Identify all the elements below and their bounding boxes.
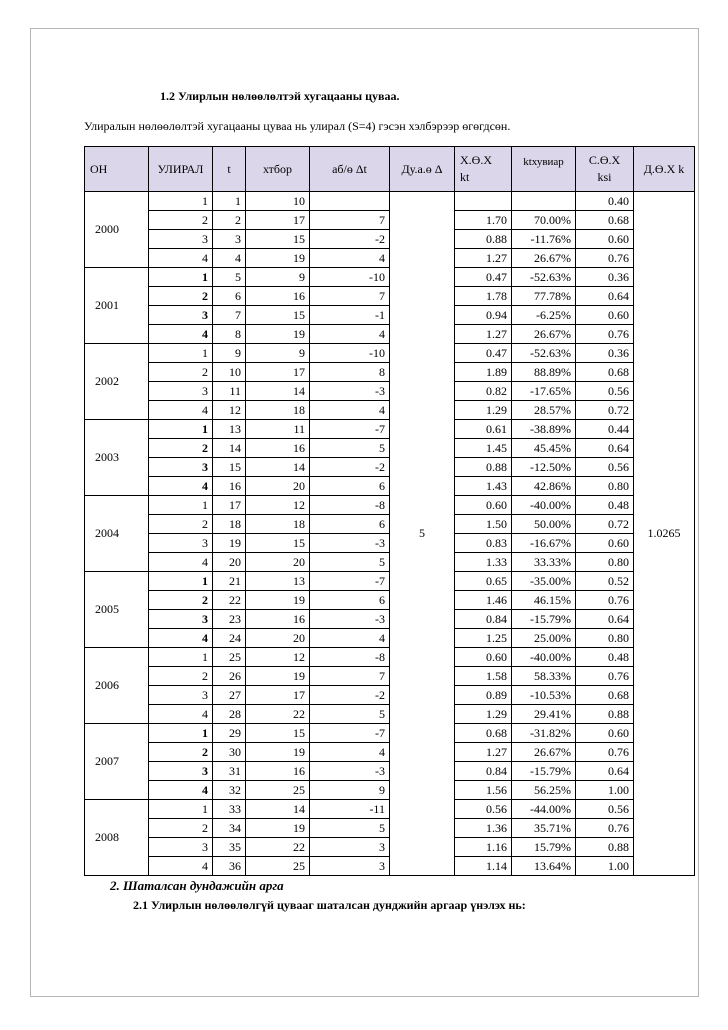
t-cell: 31: [213, 762, 246, 781]
abs-diff-cell: -3: [310, 534, 390, 553]
header-abs-diff: аб/ө Δt: [310, 147, 390, 192]
season-cell: 3: [149, 534, 213, 553]
t-cell: 22: [213, 591, 246, 610]
ratio-cell: 0.47: [455, 344, 512, 363]
season-cell: 3: [149, 610, 213, 629]
seasonal-index-cell: 0.80: [576, 629, 634, 648]
t-cell: 7: [213, 306, 246, 325]
growth-cell: 13.64%: [512, 857, 576, 876]
season-cell: 4: [149, 629, 213, 648]
value-cell: 15: [246, 230, 310, 249]
value-cell: 22: [246, 705, 310, 724]
ratio-cell: 0.88: [455, 230, 512, 249]
abs-diff-cell: 3: [310, 857, 390, 876]
growth-cell: 29.41%: [512, 705, 576, 724]
ratio-cell: 1.16: [455, 838, 512, 857]
season-cell: 1: [149, 420, 213, 439]
growth-cell: 26.67%: [512, 325, 576, 344]
season-cell: 2: [149, 363, 213, 382]
header-avg-diff: Ду.а.ө Δ: [390, 147, 455, 192]
abs-diff-cell: 3: [310, 838, 390, 857]
growth-cell: -40.00%: [512, 648, 576, 667]
season-cell: 3: [149, 230, 213, 249]
season-cell: 1: [149, 268, 213, 287]
ratio-cell: 1.43: [455, 477, 512, 496]
value-cell: 19: [246, 819, 310, 838]
abs-diff-cell: 8: [310, 363, 390, 382]
abs-diff-cell: 4: [310, 629, 390, 648]
value-cell: 16: [246, 610, 310, 629]
value-cell: 17: [246, 686, 310, 705]
growth-cell: 26.67%: [512, 249, 576, 268]
value-cell: 25: [246, 857, 310, 876]
t-cell: 13: [213, 420, 246, 439]
t-cell: 34: [213, 819, 246, 838]
seasonal-index-cell: 0.68: [576, 363, 634, 382]
seasonal-index-cell: 0.72: [576, 401, 634, 420]
value-cell: 9: [246, 344, 310, 363]
season-cell: 3: [149, 838, 213, 857]
value-cell: 16: [246, 439, 310, 458]
header-seasonal-line2: ksi: [597, 170, 612, 184]
ratio-cell: 1.56: [455, 781, 512, 800]
seasonal-index-cell: 0.52: [576, 572, 634, 591]
season-cell: 3: [149, 458, 213, 477]
year-cell: 2000: [85, 192, 149, 268]
seasonal-index-cell: 0.40: [576, 192, 634, 211]
seasonal-index-cell: 0.76: [576, 743, 634, 762]
abs-diff-cell: -2: [310, 230, 390, 249]
ratio-cell: 1.46: [455, 591, 512, 610]
abs-diff-cell: 5: [310, 705, 390, 724]
season-cell: 4: [149, 705, 213, 724]
t-cell: 17: [213, 496, 246, 515]
season-cell: 2: [149, 743, 213, 762]
season-cell: 4: [149, 477, 213, 496]
season-cell: 1: [149, 648, 213, 667]
seasonal-index-cell: 1.00: [576, 781, 634, 800]
seasonal-index-cell: 0.76: [576, 325, 634, 344]
growth-cell: 77.78%: [512, 287, 576, 306]
ratio-cell: 0.47: [455, 268, 512, 287]
abs-diff-cell: 4: [310, 401, 390, 420]
abs-diff-cell: -10: [310, 344, 390, 363]
ratio-cell: 0.60: [455, 496, 512, 515]
value-cell: 19: [246, 591, 310, 610]
section-2-heading: 2. Шаталсан дундажийн арга: [110, 878, 284, 893]
ratio-cell: 1.29: [455, 401, 512, 420]
seasonal-index-cell: 0.56: [576, 458, 634, 477]
year-cell: 2006: [85, 648, 149, 724]
ratio-cell: [455, 192, 512, 211]
season-cell: 4: [149, 325, 213, 344]
abs-diff-cell: 6: [310, 515, 390, 534]
seasonal-index-cell: 0.76: [576, 667, 634, 686]
growth-cell: -35.00%: [512, 572, 576, 591]
value-cell: 15: [246, 724, 310, 743]
t-cell: 29: [213, 724, 246, 743]
t-cell: 23: [213, 610, 246, 629]
intro-text: Улиралын нөлөөлөлтэй хугацааны цуваа нь улирал (S=4) гэсэн хэлбэрээр өгөгдсөн.: [84, 119, 511, 133]
seasonal-index-cell: 0.60: [576, 724, 634, 743]
header-seasonal-line1: С.Ө.Х: [588, 153, 621, 167]
t-cell: 5: [213, 268, 246, 287]
growth-cell: 33.33%: [512, 553, 576, 572]
seasonal-index-cell: 0.60: [576, 230, 634, 249]
value-cell: 9: [246, 268, 310, 287]
season-cell: 1: [149, 572, 213, 591]
t-cell: 18: [213, 515, 246, 534]
header-seasonal: [576, 147, 634, 192]
seasonal-index-cell: 0.44: [576, 420, 634, 439]
abs-diff-cell: 4: [310, 743, 390, 762]
t-cell: 14: [213, 439, 246, 458]
header-value: хтбор: [246, 147, 310, 192]
growth-cell: -17.65%: [512, 382, 576, 401]
seasonal-index-cell: 0.64: [576, 287, 634, 306]
growth-cell: -16.67%: [512, 534, 576, 553]
ratio-cell: 0.82: [455, 382, 512, 401]
section-2-1-heading: 2.1 Улирлын нөлөөлөлгүй цувааг шаталсан дунджийн аргаар үнэлэх нь:: [133, 898, 526, 912]
t-cell: 11: [213, 382, 246, 401]
value-cell: 16: [246, 762, 310, 781]
t-cell: 26: [213, 667, 246, 686]
growth-cell: 56.25%: [512, 781, 576, 800]
ratio-cell: 1.89: [455, 363, 512, 382]
abs-diff-cell: -7: [310, 420, 390, 439]
seasonal-index-cell: 1.00: [576, 857, 634, 876]
value-cell: 17: [246, 363, 310, 382]
season-cell: 1: [149, 192, 213, 211]
ratio-cell: 0.60: [455, 648, 512, 667]
abs-diff-cell: -8: [310, 648, 390, 667]
ratio-cell: 1.29: [455, 705, 512, 724]
seasonal-index-cell: 0.60: [576, 306, 634, 325]
growth-cell: 70.00%: [512, 211, 576, 230]
abs-diff-cell: -1: [310, 306, 390, 325]
value-cell: 17: [246, 211, 310, 230]
season-cell: 4: [149, 857, 213, 876]
seasonal-index-cell: 0.64: [576, 762, 634, 781]
value-cell: 25: [246, 781, 310, 800]
t-cell: 21: [213, 572, 246, 591]
abs-diff-cell: 4: [310, 249, 390, 268]
value-cell: 14: [246, 800, 310, 819]
header-year: ОН: [85, 147, 149, 192]
ratio-cell: 0.89: [455, 686, 512, 705]
season-cell: 2: [149, 819, 213, 838]
season-cell: 3: [149, 762, 213, 781]
season-cell: 2: [149, 211, 213, 230]
seasonal-index-cell: 0.76: [576, 591, 634, 610]
abs-diff-cell: -7: [310, 724, 390, 743]
value-cell: 13: [246, 572, 310, 591]
t-cell: 4: [213, 249, 246, 268]
ratio-cell: 0.61: [455, 420, 512, 439]
season-cell: 2: [149, 287, 213, 306]
avg-index-cell: 1.0265: [634, 192, 695, 876]
seasonal-index-cell: 0.36: [576, 344, 634, 363]
header-growth-label: ktхувиар: [523, 155, 564, 168]
year-cell: 2001: [85, 268, 149, 344]
season-cell: 1: [149, 496, 213, 515]
header-avg-index: Д.Ө.Х k: [634, 147, 695, 192]
t-cell: 9: [213, 344, 246, 363]
value-cell: 20: [246, 553, 310, 572]
section-heading: 1.2 Улирлын нөлөөлөлтэй хугацааны цуваа.: [160, 89, 400, 103]
t-cell: 33: [213, 800, 246, 819]
value-cell: 19: [246, 325, 310, 344]
value-cell: 18: [246, 515, 310, 534]
seasonal-index-cell: 0.80: [576, 553, 634, 572]
value-cell: 16: [246, 287, 310, 306]
seasonal-index-cell: 0.68: [576, 686, 634, 705]
year-cell: 2008: [85, 800, 149, 876]
value-cell: 10: [246, 192, 310, 211]
ratio-cell: 1.27: [455, 325, 512, 344]
season-cell: 3: [149, 306, 213, 325]
ratio-cell: 0.84: [455, 610, 512, 629]
growth-cell: 58.33%: [512, 667, 576, 686]
seasonal-index-cell: 0.76: [576, 819, 634, 838]
abs-diff-cell: 7: [310, 287, 390, 306]
abs-diff-cell: [310, 192, 390, 211]
growth-cell: 45.45%: [512, 439, 576, 458]
value-cell: 20: [246, 477, 310, 496]
growth-cell: -52.63%: [512, 268, 576, 287]
value-cell: 15: [246, 534, 310, 553]
ratio-cell: 0.84: [455, 762, 512, 781]
table-body: [85, 192, 695, 876]
season-cell: 3: [149, 382, 213, 401]
abs-diff-cell: 7: [310, 667, 390, 686]
t-cell: 10: [213, 363, 246, 382]
ratio-cell: 1.78: [455, 287, 512, 306]
avg-diff-cell: 5: [390, 192, 455, 876]
growth-cell: -31.82%: [512, 724, 576, 743]
value-cell: 19: [246, 667, 310, 686]
header-ratio: [455, 147, 512, 192]
abs-diff-cell: -3: [310, 762, 390, 781]
abs-diff-cell: -7: [310, 572, 390, 591]
seasonal-index-cell: 0.76: [576, 249, 634, 268]
t-cell: 28: [213, 705, 246, 724]
t-cell: 20: [213, 553, 246, 572]
season-cell: 4: [149, 401, 213, 420]
t-cell: 30: [213, 743, 246, 762]
seasonal-index-cell: 0.60: [576, 534, 634, 553]
value-cell: 19: [246, 743, 310, 762]
ratio-cell: 1.70: [455, 211, 512, 230]
growth-cell: -15.79%: [512, 762, 576, 781]
value-cell: 19: [246, 249, 310, 268]
ratio-cell: 0.65: [455, 572, 512, 591]
season-cell: 1: [149, 724, 213, 743]
growth-cell: -10.53%: [512, 686, 576, 705]
abs-diff-cell: 5: [310, 439, 390, 458]
ratio-cell: 1.14: [455, 857, 512, 876]
header-t: t: [213, 147, 246, 192]
seasonal-index-cell: 0.64: [576, 439, 634, 458]
growth-cell: 46.15%: [512, 591, 576, 610]
ratio-cell: 1.36: [455, 819, 512, 838]
t-cell: 25: [213, 648, 246, 667]
t-cell: 2: [213, 211, 246, 230]
value-cell: 12: [246, 648, 310, 667]
season-cell: 2: [149, 591, 213, 610]
seasonal-index-cell: 0.68: [576, 211, 634, 230]
seasonal-index-cell: 0.48: [576, 496, 634, 515]
seasonal-index-cell: 0.36: [576, 268, 634, 287]
season-cell: 4: [149, 249, 213, 268]
ratio-cell: 1.58: [455, 667, 512, 686]
ratio-cell: 0.83: [455, 534, 512, 553]
growth-cell: -6.25%: [512, 306, 576, 325]
abs-diff-cell: 7: [310, 211, 390, 230]
growth-cell: 88.89%: [512, 363, 576, 382]
t-cell: 3: [213, 230, 246, 249]
t-cell: 19: [213, 534, 246, 553]
year-cell: 2002: [85, 344, 149, 420]
season-cell: 2: [149, 667, 213, 686]
t-cell: 36: [213, 857, 246, 876]
ratio-cell: 1.50: [455, 515, 512, 534]
abs-diff-cell: 9: [310, 781, 390, 800]
ratio-cell: 0.56: [455, 800, 512, 819]
seasonal-index-cell: 0.56: [576, 382, 634, 401]
ratio-cell: 0.68: [455, 724, 512, 743]
abs-diff-cell: 4: [310, 325, 390, 344]
season-cell: 2: [149, 515, 213, 534]
growth-cell: 15.79%: [512, 838, 576, 857]
growth-cell: 42.86%: [512, 477, 576, 496]
t-cell: 1: [213, 192, 246, 211]
abs-diff-cell: 5: [310, 819, 390, 838]
header-growth: [512, 147, 576, 192]
value-cell: 11: [246, 420, 310, 439]
season-cell: 3: [149, 686, 213, 705]
seasonal-index-cell: 0.88: [576, 705, 634, 724]
value-cell: 12: [246, 496, 310, 515]
value-cell: 22: [246, 838, 310, 857]
growth-cell: -44.00%: [512, 800, 576, 819]
seasonal-index-cell: 0.72: [576, 515, 634, 534]
season-cell: 4: [149, 781, 213, 800]
seasonal-index-cell: 0.48: [576, 648, 634, 667]
growth-cell: -15.79%: [512, 610, 576, 629]
ratio-cell: 0.88: [455, 458, 512, 477]
season-cell: 1: [149, 344, 213, 363]
t-cell: 15: [213, 458, 246, 477]
year-cell: 2004: [85, 496, 149, 572]
seasonal-series-table: [84, 146, 695, 876]
t-cell: 16: [213, 477, 246, 496]
ratio-cell: 1.25: [455, 629, 512, 648]
growth-cell: 26.67%: [512, 743, 576, 762]
abs-diff-cell: -10: [310, 268, 390, 287]
ratio-cell: 1.45: [455, 439, 512, 458]
t-cell: 32: [213, 781, 246, 800]
abs-diff-cell: 6: [310, 477, 390, 496]
abs-diff-cell: -2: [310, 686, 390, 705]
year-cell: 2003: [85, 420, 149, 496]
t-cell: 8: [213, 325, 246, 344]
header-ratio-line2: kt: [460, 170, 470, 184]
t-cell: 27: [213, 686, 246, 705]
ratio-cell: 0.94: [455, 306, 512, 325]
growth-cell: 35.71%: [512, 819, 576, 838]
t-cell: 12: [213, 401, 246, 420]
growth-cell: 25.00%: [512, 629, 576, 648]
t-cell: 35: [213, 838, 246, 857]
growth-cell: 28.57%: [512, 401, 576, 420]
growth-cell: -40.00%: [512, 496, 576, 515]
growth-cell: -11.76%: [512, 230, 576, 249]
value-cell: 20: [246, 629, 310, 648]
value-cell: 18: [246, 401, 310, 420]
growth-cell: -38.89%: [512, 420, 576, 439]
seasonal-index-cell: 0.64: [576, 610, 634, 629]
ratio-cell: 1.27: [455, 249, 512, 268]
abs-diff-cell: -11: [310, 800, 390, 819]
seasonal-index-cell: 0.56: [576, 800, 634, 819]
growth-cell: [512, 192, 576, 211]
seasonal-index-cell: 0.80: [576, 477, 634, 496]
value-cell: 14: [246, 458, 310, 477]
growth-cell: -52.63%: [512, 344, 576, 363]
season-cell: 2: [149, 439, 213, 458]
value-cell: 14: [246, 382, 310, 401]
growth-cell: -12.50%: [512, 458, 576, 477]
year-cell: 2007: [85, 724, 149, 800]
abs-diff-cell: -8: [310, 496, 390, 515]
value-cell: 15: [246, 306, 310, 325]
abs-diff-cell: -2: [310, 458, 390, 477]
header-ratio-line1: Х.Ө.Х: [460, 153, 492, 167]
table-header-row: [85, 147, 695, 192]
abs-diff-cell: -3: [310, 382, 390, 401]
ratio-cell: 1.27: [455, 743, 512, 762]
table-row: [85, 192, 695, 211]
seasonal-index-cell: 0.88: [576, 838, 634, 857]
abs-diff-cell: -3: [310, 610, 390, 629]
t-cell: 24: [213, 629, 246, 648]
growth-cell: 50.00%: [512, 515, 576, 534]
season-cell: 1: [149, 800, 213, 819]
year-cell: 2005: [85, 572, 149, 648]
abs-diff-cell: 5: [310, 553, 390, 572]
abs-diff-cell: 6: [310, 591, 390, 610]
season-cell: 4: [149, 553, 213, 572]
t-cell: 6: [213, 287, 246, 306]
header-season: УЛИРАЛ: [149, 147, 213, 192]
ratio-cell: 1.33: [455, 553, 512, 572]
